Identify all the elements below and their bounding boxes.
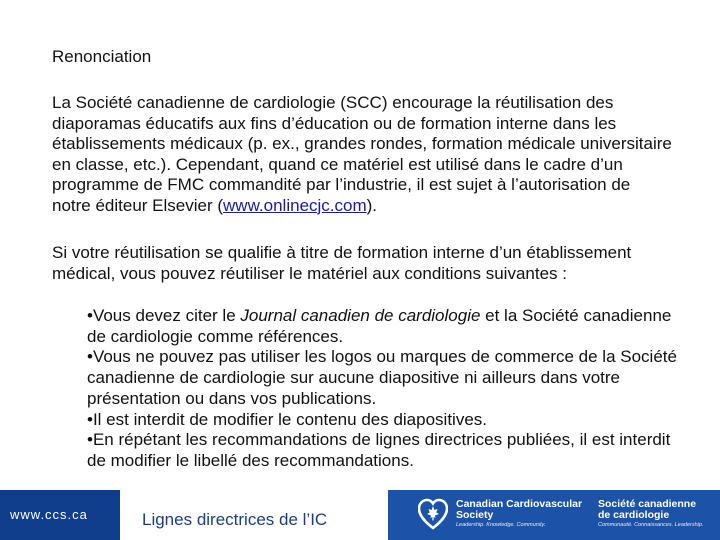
disclaimer-text-end: ). [366, 195, 378, 215]
org-name-french: Société canadienne de cardiologie Communauté. Connaissances. Leadership. [598, 498, 704, 528]
org-tagline-french: Communauté. Connaissances. Leadership. [598, 522, 704, 528]
footer-subtitle-box [120, 490, 388, 540]
list-item: •Il est interdit de modifier le contenu des diapositives. [87, 409, 487, 429]
journal-title: Journal canadien de cardiologie [240, 306, 481, 325]
guideline-subtitle: Lignes directrices de l’IC [142, 510, 328, 529]
footer-bar [0, 490, 720, 540]
list-item [87, 306, 687, 347]
footer-website-box [0, 490, 120, 540]
bullet-text: •Vous devez citer le [87, 306, 241, 325]
ccs-heart-maple-icon [418, 498, 448, 530]
conditions-intro: Si votre réutilisation se qualifie à titre de formation interne d’un établissement médical, vous pouvez réutiliser le matériel aux conditions suivantes : [52, 243, 632, 283]
website-link[interactable]: www.ccs.ca [10, 507, 88, 522]
bullet-text: et la Société canadienne de cardiologie comme références. [87, 306, 672, 346]
list-item: •En répétant les recommandations de lignes directrices publiées, il est interdit de modifier le libellé des recommandations. [87, 430, 671, 470]
list-item: •Vous ne pouvez pas utiliser les logos ou marques de commerce de la Société canadienne de cardiologie sur aucune diapositive ni ailleurs dans votre présentation ou dans vos publications. [87, 347, 677, 408]
disclaimer-paragraph [52, 93, 672, 216]
slide-title: Renonciation [52, 47, 152, 66]
disclaimer-text: La Société canadienne de cardiologie (SCC) encourage la réutilisation des diaporamas éducatifs aux fins d’éducation ou de formation interne dans les établissements médicaux (p. ex., grandes rondes, formation médicale universitaire en classe, etc.). Cependant, quand ce matériel est utilisé dans le cadre d’un programme de FMC commandité par l’industrie, il est sujet à l’autorisation de notre éditeur Elsevier ( [52, 93, 672, 215]
conditions-list [87, 306, 687, 472]
org-tagline-english: Leadership. Knowledge. Community. [456, 522, 546, 528]
onlinecjc-link[interactable]: www.onlinecjc.com [223, 195, 367, 215]
org-name-english: Canadian Cardiovascular Society Leadership. Knowledge. Community. [456, 498, 583, 528]
ccs-logo [408, 490, 720, 540]
